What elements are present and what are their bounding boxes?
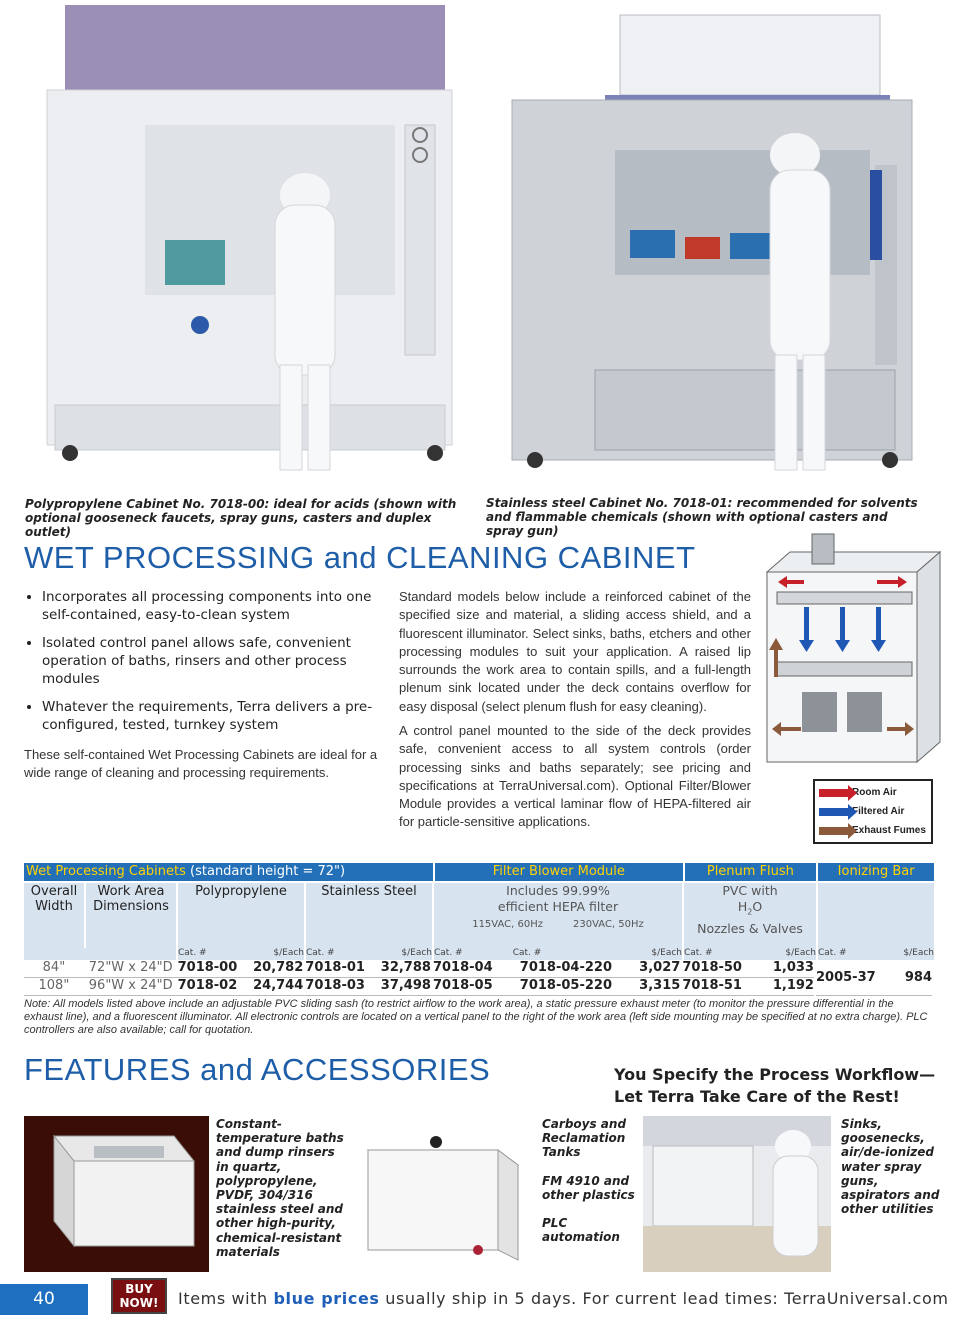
fm4910-caption: FM 4910 and other plastics	[542, 1174, 635, 1203]
filter-desc-2: efficient HEPA filter	[497, 899, 619, 914]
bullet-item: • Whatever the requirements, Terra delivers a pre-configured, tested, turnkey system	[42, 698, 377, 734]
cell-area: 96"W x 24"D	[88, 978, 173, 993]
filter-desc-1: Includes 99.99%	[506, 883, 610, 898]
page-number: 40	[0, 1284, 88, 1315]
legend-label: Room Air	[852, 787, 897, 798]
cell-ss-cat: 7018-01	[305, 960, 365, 975]
each-label: $/Each	[903, 948, 934, 958]
cat-each-row	[24, 948, 934, 960]
footer-text	[178, 1289, 949, 1308]
feature-bullets	[24, 588, 377, 744]
workflow-line-2: Let Terra Take Care of the Rest!	[614, 1087, 900, 1106]
cell-pp-cat: 7018-02	[177, 978, 238, 993]
cell-area: 72"W x 24"D	[88, 960, 173, 975]
cat-label: Cat. #	[306, 948, 335, 958]
table-row	[24, 960, 814, 978]
polypropylene-cabinet-photo	[25, 5, 465, 490]
workflow-line-1: You Specify the Process Workflow—	[614, 1065, 936, 1084]
stainless-cabinet-photo	[490, 5, 930, 490]
cell-filter-cat-2: 7018-04-220	[519, 960, 612, 975]
intro-paragraph: These self-contained Wet Processing Cabinets are ideal for a wide range of cleaning and processing requirements.	[24, 747, 378, 781]
description-paragraph-2: A control panel mounted to the side of the deck provides safe, convenient access to all system controls (order processing sinks and baths separately; see pricing and specifications at TerraUniversal.com). Optional Filter/Blower Module provides a vertical laminar flow of HEPA-filtered air for particle-sensitive applications.	[399, 723, 751, 830]
page-title: WET PROCESSING and CLEANING CABINET	[24, 540, 696, 575]
cell-width: 108"	[38, 978, 70, 993]
cell-ss-cat: 7018-03	[305, 978, 365, 993]
cell-ss-price: 37,498	[380, 978, 431, 993]
header-cabinets	[24, 863, 433, 881]
cell-filter-cat-1: 7018-04	[432, 960, 493, 975]
legend-label: Exhaust Fumes	[852, 825, 926, 836]
now-label: NOW!	[119, 1296, 159, 1310]
red-arrow-icon	[819, 789, 849, 797]
airflow-diagram	[762, 532, 947, 772]
carboys-caption: Carboys and Reclamation Tanks	[542, 1117, 627, 1160]
col-overall-width: Overall Width	[24, 883, 84, 948]
table-row	[24, 978, 814, 996]
each-label: $/Each	[401, 948, 432, 958]
utilities-photo	[643, 1116, 831, 1272]
header-ionizing: Ionizing Bar	[818, 863, 934, 881]
cell-plenum-price: 1,033	[772, 960, 814, 975]
features-heading: FEATURES and ACCESSORIES	[24, 1052, 491, 1087]
plenum-desc-o: O	[752, 899, 763, 914]
cell-filter-price: 3,315	[639, 978, 681, 993]
cell-plenum-cat: 7018-50	[682, 960, 742, 975]
buy-now-badge[interactable]	[111, 1278, 167, 1314]
cell-plenum-price: 1,192	[772, 978, 814, 993]
right-photo-caption: Stainless steel Cabinet No. 7018-01: recommended for solvents and flammable chemicals (shown with optional casters and spray gun)	[486, 496, 918, 538]
plenum-desc-1: PVC with	[722, 883, 778, 898]
airflow-legend	[813, 779, 933, 844]
legend-filtered-air	[815, 802, 931, 821]
cat-label: Cat. #	[178, 948, 207, 958]
blue-arrow-icon	[819, 808, 849, 816]
bullet-item: • Incorporates all processing components into one self-contained, easy-to-clean system	[42, 588, 377, 624]
cat-label: Cat. #	[684, 948, 713, 958]
cat-label: Cat. #	[434, 948, 463, 958]
table-subheader	[24, 883, 934, 948]
plenum-desc-h: H	[737, 899, 748, 914]
plenum-desc-3: Nozzles & Valves	[697, 920, 803, 936]
cell-ion-cat: 2005-37	[816, 970, 876, 985]
footer-post: usually ship in 5 days. For current lead times: TerraUniversal.com	[379, 1289, 949, 1308]
table-header-row	[24, 863, 934, 881]
sinks-caption: Sinks, goosenecks, air/de-ionized water spray guns, aspirators and other utilities	[841, 1117, 940, 1217]
bath-photo	[24, 1116, 209, 1272]
plc-caption: PLC automation	[542, 1216, 620, 1245]
legend-label: Filtered Air	[852, 806, 905, 817]
legend-exhaust-fumes	[815, 821, 931, 840]
cell-filter-cat-1: 7018-05	[432, 978, 493, 993]
col-stainless: Stainless Steel	[306, 883, 432, 948]
each-label: $/Each	[273, 948, 304, 958]
bullet-item: • Isolated control panel allows safe, convenient operation of baths, rinsers and other process modules	[42, 634, 377, 688]
filter-voltage-1: 115VAC, 60Hz	[472, 919, 543, 930]
cell-plenum-cat: 7018-51	[682, 978, 742, 993]
cell-pp-price: 24,744	[253, 978, 304, 993]
filter-voltage-2: 230VAC, 50Hz	[573, 919, 644, 930]
table-note: Note: All models listed above include an adjustable PVC sliding sash (to restrict airflow to the work area), a static pressure exhaust meter (to monitor the pressure differential in the exhaust line), and a fluorescent illuminator. All electronic controls are located on a vertical panel to the right of the work area (left side mounting may be specified at no extra charge). PLC controllers are also available; call for quotation.	[24, 998, 928, 1036]
cell-ss-price: 32,788	[380, 960, 431, 975]
cat-label: Cat. #	[818, 948, 847, 958]
price-table	[24, 863, 934, 1037]
cell-filter-cat-2: 7018-05-220	[519, 978, 612, 993]
each-label: $/Each	[651, 948, 682, 958]
header-cabinets-note: (standard height = 72")	[190, 864, 346, 879]
description-paragraph-1: Standard models below include a reinforced cabinet of the specified size and material, a sliding access shield, and a fluorescent illuminator. Select sinks, baths, etchers and other processing modules to suit your application. A raised lip surrounds the work area to contain spills, and a full-length plenum sink located under the deck contains overflow for easy disposal (select plenum flush for easy cleaning).	[399, 589, 751, 714]
cell-ion-price: 984	[904, 970, 932, 985]
cat-label: Cat. #	[512, 948, 542, 958]
buy-label: BUY	[125, 1282, 153, 1296]
cell-pp-cat: 7018-00	[177, 960, 238, 975]
brown-arrow-icon	[819, 827, 849, 835]
col-plenum	[684, 883, 816, 948]
header-plenum: Plenum Flush	[685, 863, 817, 881]
plenum-desc-sub: 2	[747, 907, 753, 917]
workflow-heading	[614, 1064, 935, 1108]
legend-room-air	[815, 783, 931, 802]
header-filter: Filter Blower Module	[435, 863, 682, 881]
ionizing-cell	[816, 960, 932, 996]
col-ionizing	[818, 883, 934, 948]
left-photo-caption: Polypropylene Cabinet No. 7018-00: ideal for acids (shown with optional gooseneck faucets, spray guns, casters and duplex outlet)	[25, 497, 457, 539]
footer-pre: Items with	[178, 1289, 274, 1308]
col-work-area: Work Area Dimensions	[86, 883, 176, 948]
footer-blue-prices: blue prices	[273, 1289, 380, 1308]
cell-filter-price: 3,027	[639, 960, 681, 975]
cell-pp-price: 20,782	[253, 960, 304, 975]
col-filter	[434, 883, 682, 948]
cell-width: 84"	[42, 960, 66, 975]
baths-caption: Constant-temperature baths and dump rinsers in quartz, polypropylene, PVDF, 304/316 stainless steel and other high-purity, chemical-resistant materials	[216, 1117, 344, 1259]
tank-photo	[358, 1130, 528, 1270]
header-cabinets-label: Wet Processing Cabinets	[26, 864, 186, 879]
col-polypropylene: Polypropylene	[178, 883, 304, 948]
each-label: $/Each	[785, 948, 816, 958]
